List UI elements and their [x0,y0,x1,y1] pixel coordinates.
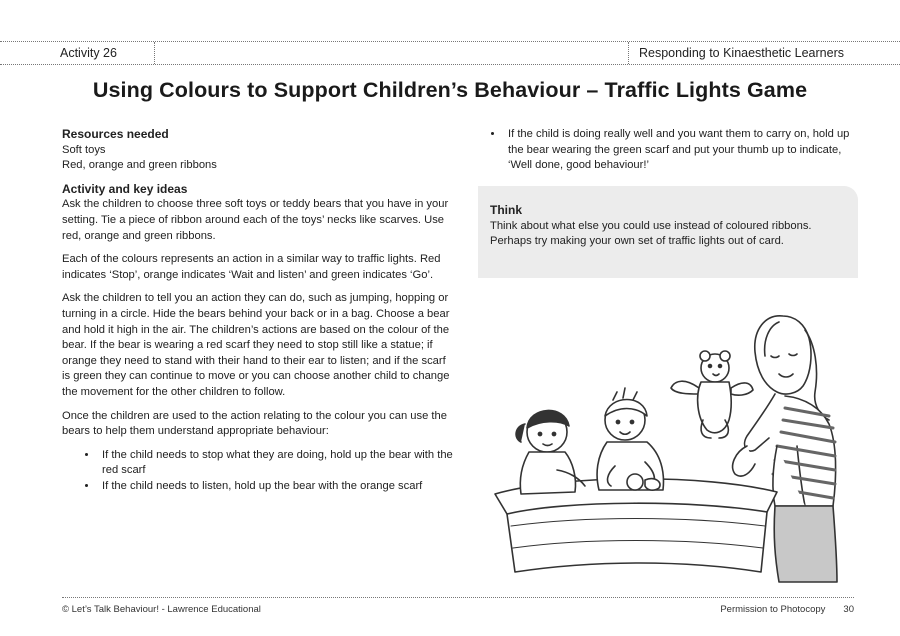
section-title: Responding to Kinaesthetic Learners [628,42,900,64]
activity-paragraph: Each of the colours represents an action in a similar way to traffic lights. Red indicates ‘Stop’, orange indicates ‘Wait and listen’ and green indicates ‘Go’. [62,253,441,281]
page-title: Using Colours to Support Children’s Behaviour – Traffic Lights Game [92,78,808,102]
teddy-bear-icon [671,351,753,438]
think-heading: Think [490,203,522,217]
bullet-list [62,448,454,495]
activity-paragraph: Ask the children to tell you an action they can do, such as jumping, hopping or turning in a circle. Hide the bears behind your back or in a bag. Choose a bear and hold it high in the air. The children’s actions are based on the colour of the bear. If the bear is wearing a red scarf they need to stop still like a statue; if orange they need to stand with their hand to their ear to listen; and if the scarf is green they can continue to move or you can choose another child to change the movement for the other children to follow. [62,292,450,398]
footer-permission: Permission to Photocopy [720,604,826,615]
left-column [62,127,454,494]
list-item: • If the child needs to stop what they are doing, hold up the bear with the red scarf [98,448,454,479]
footer-right [702,604,854,615]
footer-copyright: © Let’s Talk Behaviour! - Lawrence Educational [62,604,261,615]
header-bottom-rule [0,64,900,65]
footer-rule [62,597,854,598]
think-box [478,186,858,278]
think-text: Think about what else you could use instead of coloured ribbons. Perhaps try making your own set of traffic lights out of card. [490,219,812,248]
teacher-with-teddy-and-children-illustration [485,296,865,586]
activity-number: Activity 26 [60,42,155,64]
page-number: 30 [843,604,854,615]
activity-paragraph: Once the children are used to the action relating to the colour you can use the bears to help them understand appropriate behaviour: [62,409,447,438]
bullet-list [478,127,856,174]
list-item: • If the child needs to listen, hold up the bear with the orange scarf [98,479,454,495]
activity-paragraph: Ask the children to choose three soft toys or teddy bears that you have in your setting. Tie a piece of ribbon around each of the toys’ necks like scarves. Use red, orange and green ribbons. [62,198,449,242]
activity-heading: Activity and key ideas [62,181,188,196]
list-item: • If the child is doing really well and you want them to carry on, hold up the bear wearing the green scarf and put your thumb up to indicate, ‘Well done, good behaviour!’ [504,127,856,174]
teacher-figure [733,316,837,582]
resources-list [62,143,454,174]
resource-item: Red, orange and green ribbons [62,159,217,172]
girl-figure [516,410,585,494]
right-column [478,127,856,174]
resource-item: Soft toys [62,143,106,156]
resources-heading: Resources needed [62,127,169,141]
